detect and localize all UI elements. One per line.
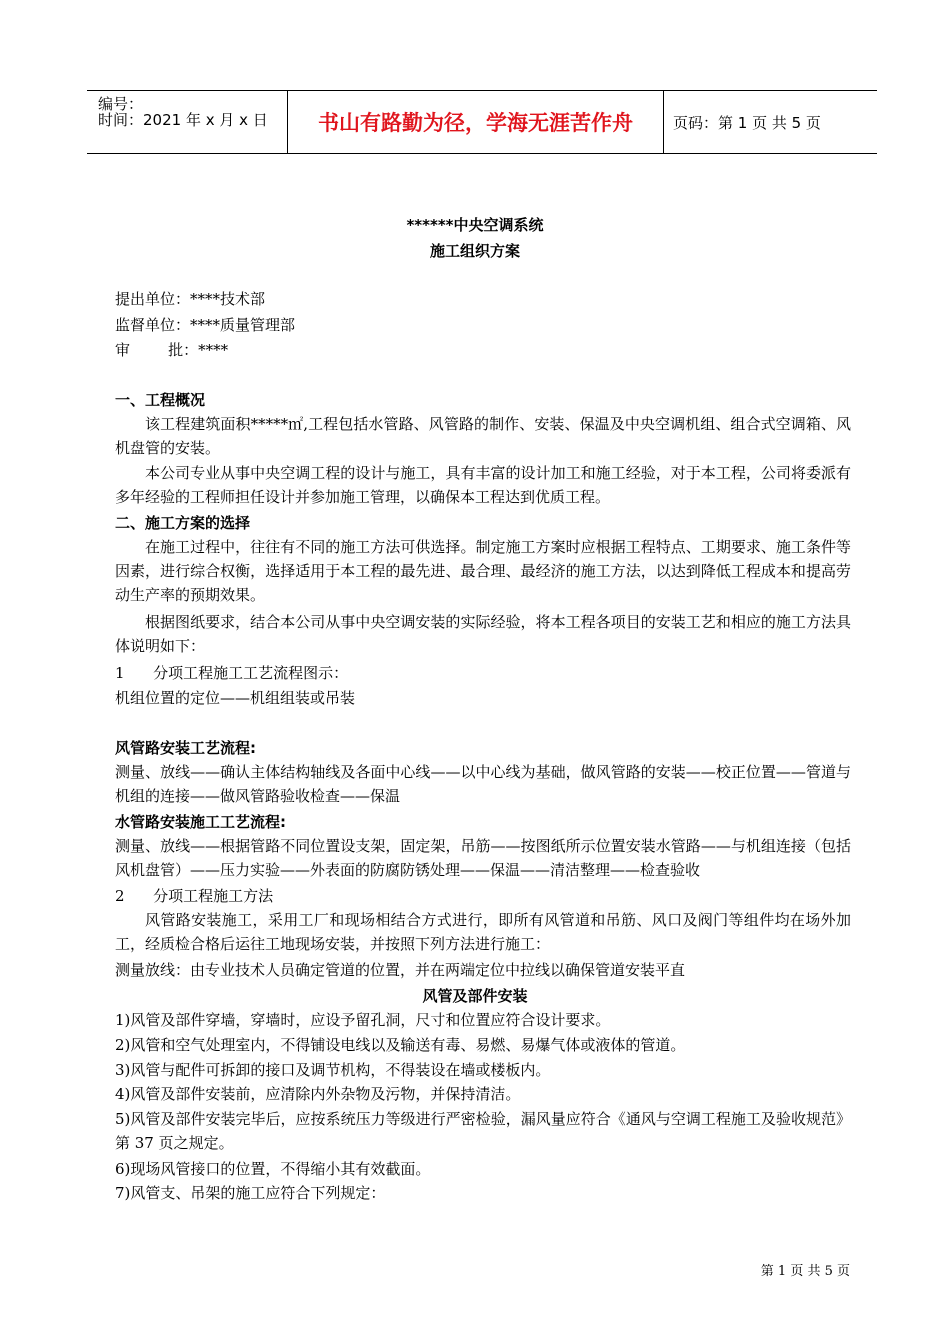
section2-paragraph1: 在施工过程中，往往有不同的施工方法可供选择。制定施工方案时应根据工程特点、工期要求、施工条件等因素，进行综合权衡，选择适用于本工程的最先进、最合理、最经济的施工方法，以达到降低工程成本和提高劳动生产率的预期效果。 [115,538,851,604]
water-pipe-flow-text: 测量、放线——根据管路不同位置设支架，固定架，吊筋——按图纸所示位置安装水管路——与机组连接（包括风机盘管）——压力实验——外表面的防腐防锈处理——保温——清洁整理——检查验收 [115,837,851,879]
item1-line: 1 分项工程施工工艺流程图示： [115,664,349,682]
supervise-unit: 监督单位：****质量管理部 [115,316,296,334]
item2-line: 2 分项工程施工方法 [115,887,274,905]
duct-install-heading: 风管及部件安装 [422,987,528,1005]
unit-flow-line: 机组位置的定位——机组组装或吊装 [115,689,356,707]
rule-1: 1)风管及部件穿墙，穿墙时，应设予留孔洞，尺寸和位置应符合设计要求。 [115,1011,611,1029]
section2-paragraph2: 根据图纸要求，结合本公司从事中央空调安装的实际经验，将本工程各项目的安装工艺和相应的施工方法具体说明如下： [115,613,851,655]
header-page-label: 页码：第 1 页 共 5 页 [673,114,821,132]
doc-title-line2: 施工组织方案 [429,242,520,260]
survey-line: 测量放线：由专业技术人员确定管道的位置，并在两端定位中拉线以确保管道安装平直 [115,961,686,979]
section2-heading: 二、施工方案的选择 [115,514,251,532]
page-header [87,90,877,154]
header-left-cell [87,91,287,153]
rule-3: 3)风管与配件可拆卸的接口及调节机构，不得装设在墙或楼板内。 [115,1061,551,1079]
rule-5: 5)风管及部件安装完毕后，应按系统压力等级进行严密检验，漏风量应符合《通风与空调工程施工及验收规范》第 37 页之规定。 [115,1110,851,1152]
section1-paragraph1: 该工程建筑面积*****㎡,工程包括水管路、风管路的制作、安装、保温及中央空调机组、组合式空调箱、风机盘管的安装。 [115,415,851,457]
section1-paragraph2: 本公司专业从事中央空调工程的设计与施工，具有丰富的设计加工和施工经验，对于本工程，公司将委派有多年经验的工程师担任设计并参加施工管理，以确保本工程达到优质工程。 [115,464,851,506]
motto-text: 书山有路勤为径，学海无涯苦作舟 [318,111,633,135]
air-duct-flow-text: 测量、放线——确认主体结构轴线及各面中心线——以中心线为基础，做风管路的安装——校正位置——管道与机组的连接——做风管路验收检查——保温 [115,763,851,805]
approve-line: 审 批：**** [115,341,229,359]
doc-title-line1: ******中央空调系统 [406,216,544,234]
footer-page-number: 第 1 页 共 5 页 [760,1264,850,1279]
method-paragraph: 风管路安装施工，采用工厂和现场相结合方式进行，即所有风管道和吊筋、风口及阀门等组件均在场外加工，经质检合格后运往工地现场安装，并按照下列方法进行施工： [115,911,851,953]
header-motto-cell [287,91,664,153]
air-duct-flow-heading: 风管路安装工艺流程: [115,739,256,757]
doc-time-label: 时间：2021 年 x 月 x 日 [98,111,268,129]
doc-number-label: 编号： [98,95,144,113]
section1-heading: 一、工程概况 [115,391,206,409]
header-page-cell [663,91,877,153]
rule-2: 2)风管和空气处理室内，不得铺设电线以及输送有毒、易燃、易爆气体或液体的管道。 [115,1036,686,1054]
rule-6: 6)现场风管接口的位置，不得缩小其有效截面。 [115,1160,431,1178]
water-pipe-flow-heading: 水管路安装施工工艺流程: [115,813,286,831]
rule-4: 4)风管及部件安装前，应清除内外杂物及污物，并保持清洁。 [115,1085,521,1103]
rule-7: 7)风管支、吊架的施工应符合下列规定： [115,1184,386,1202]
submit-unit: 提出单位：****技术部 [115,290,266,308]
